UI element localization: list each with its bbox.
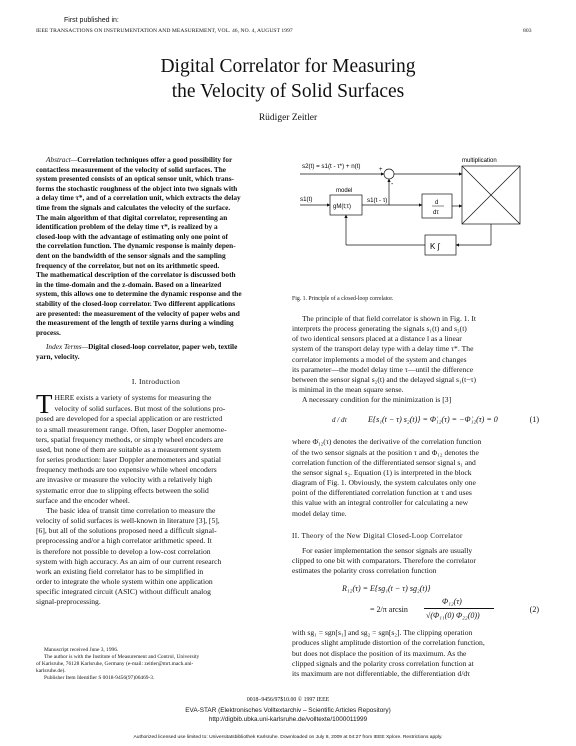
- index-terms-text: yarn, velocity.: [36, 351, 80, 361]
- footnotes: [36, 647, 276, 682]
- derivative-top-label: d: [435, 200, 439, 206]
- multiplication-label: multiplication: [462, 158, 497, 164]
- equation-2-line1: R₁₂(τ) = E{sg₁(t − τ) sg₂(t)}: [342, 584, 431, 594]
- intro-line: work an existing field correlator has to be simplified in: [36, 566, 204, 576]
- right-column: [292, 314, 539, 679]
- equation-1: [292, 407, 539, 435]
- derivative-bottom-label: dτ: [433, 210, 439, 216]
- intro-line: surface and the encoder wheel.: [36, 495, 130, 505]
- footnote-line: Publisher Item Identifier S 0018-9456(97)06469-3.: [44, 675, 155, 681]
- intro-line: velocity of solid surfaces. But most of the solutions pro-: [54, 403, 226, 413]
- equation-1-number: (1): [529, 415, 539, 425]
- intro-line: used, but none of them are suitable as a measurement system: [36, 444, 221, 454]
- body-line: interprets the process generating the signals s₁(t) and s₂(t): [292, 324, 467, 334]
- intro-line: system with high accuracy. As an aim of our current research: [36, 556, 222, 566]
- intro-line: signal-preprocessing.: [36, 597, 101, 607]
- equation-1-body: E{s₁(t − τ) s₂(t)} = Φ̇₁₂(τ) = −Φ̇₁₂(τ) = 0: [368, 415, 498, 425]
- body-line: produces slight amplitude distortion of the correlation function,: [292, 638, 485, 648]
- minus-sign: -: [391, 181, 394, 188]
- abstract-line: dent on the bandwidth of the sensor signals and the sampling: [36, 250, 226, 260]
- equation-2-number: (2): [529, 605, 539, 615]
- body-line: The principle of that field correlator is shown in Fig. 1. It: [302, 314, 476, 323]
- body-line: diagram of Fig. 1. Obviously, the system calculates only one: [292, 478, 476, 488]
- equation-2-numerator: Φ₁₂(τ): [442, 597, 462, 607]
- equation-2: [292, 578, 539, 626]
- abstract-line: The main algorithm of that digital correlator, representing an: [36, 212, 228, 222]
- figure-caption: Fig. 1. Principle of a closed-loop correlator.: [292, 296, 394, 302]
- intro-line: posed are developed for a special application or are restricted: [36, 414, 223, 424]
- intro-line: are invasive or measure the velocity with a relatively high: [36, 475, 213, 485]
- intro-line: for series production: laser Doppler anemometers and spatial: [36, 455, 221, 465]
- body-line: point of the differentiated correlation function at τ and uses: [292, 488, 472, 498]
- body-line: this value with an integral controller for calculating a new: [292, 498, 469, 508]
- paper-title-line2: the Velocity of Solid Surfaces: [171, 81, 405, 102]
- body-line: of two identical sensors placed at a distance l as a linear: [292, 334, 462, 344]
- body-line: the sensor signal s₂. Equation (1) is interpreted in the block: [292, 467, 472, 477]
- abstract-line: the correlation function. The dynamic response is mainly depen-: [36, 241, 236, 251]
- equation-2-prefix: = 2/π arcsin: [370, 605, 408, 615]
- index-terms-label: Index Terms—: [46, 342, 89, 352]
- author: Rüdiger Zeitler: [258, 113, 318, 123]
- body-line: is minimal in the mean square sense.: [292, 385, 404, 395]
- paper-title-line1: Digital Correlator for Measuring: [160, 56, 416, 77]
- body-line: For easier implementation the sensor signals are usually: [302, 545, 473, 555]
- footnote-line: Manuscript received June 3, 1996.: [44, 647, 119, 653]
- equation-1-prefix: d / dτ: [332, 416, 347, 425]
- body-line: model delay time.: [292, 508, 347, 518]
- index-terms-text: Digital closed-loop correlator, paper web, textile: [88, 342, 238, 352]
- intro-line: velocity of solid surfaces is well-known in literature [3], [5],: [36, 516, 220, 526]
- body-line: A necessary condition for the minimization is [3]: [302, 395, 452, 405]
- intro-line: frequency methods are too expensive while wheel encoders: [36, 465, 217, 475]
- abstract-line: frequency of the correlator, but not on its arithmetic speed.: [36, 260, 220, 270]
- abstract-line: The mathematical description of the correlator is discussed both: [36, 270, 236, 280]
- abstract-line: the measurement of the length of textile yarns during a winding: [36, 318, 234, 328]
- abstract-line: time from the signals and calculates the velocity of the surface.: [36, 202, 231, 212]
- body-line: but does not displace the position of its maximum. As the: [292, 648, 467, 658]
- s1-input-label: s1(t): [300, 196, 313, 203]
- abstract-line: process.: [36, 327, 61, 337]
- abstract-line: identification problem of the delay time τ*, is realized by a: [36, 222, 218, 232]
- abstract-line: Correlation techniques offer a good possibility for: [77, 155, 233, 164]
- abstract-line: are presented: the measurement of the velocity of paper webs and: [36, 308, 240, 318]
- model-label: model: [336, 188, 353, 194]
- intro-line: preprocessing and/or a high correlator arithmetic speed. It: [36, 536, 212, 546]
- abstract-line: a delay time τ*, and of a correlation unit, which extracts the delay: [36, 193, 241, 203]
- intro-line: is therefore not possible to develop a low-cost correlation: [36, 546, 211, 556]
- license-notice: Authorized licensed use limited to: Universitatsbibliothek Karlsruhe. Downloaded on July 8, 2009 at 04:27 from IEEE Xplore. Restrictions apply.: [133, 735, 443, 740]
- abstract-line: system, this allows one to determine the dynamic response and the: [36, 289, 242, 299]
- journal-header: IEEE TRANSACTIONS ON INSTRUMENTATION AND MEASUREMENT, VOL. 46, NO. 4, AUGUST 1997: [36, 28, 293, 34]
- abstract-line: stability of the closed-loop correlator. Two different applications: [36, 298, 236, 308]
- body-line: estimates the polarity cross correlation function: [292, 566, 437, 576]
- footnote-line: karlsruhe.de).: [36, 668, 66, 674]
- body-line: clipped to one bit with comparators. Therefore the correlator: [292, 555, 476, 565]
- body-line: correlation function of the differentiated sensor signal s₁ and: [292, 457, 476, 467]
- s2-signal-label: s2(t) = s1(t - τ*) + n(t): [302, 163, 361, 170]
- first-published-label: First published in:: [64, 17, 119, 24]
- drop-cap: T: [36, 389, 53, 420]
- left-column: [36, 155, 276, 607]
- intro-line: [6], but all of the solutions proposed need a difficult signal-: [36, 526, 217, 536]
- s1-delayed-label: s1(t - τ): [367, 197, 388, 204]
- footnote-line: The author is with the Institute of Measurement and Control, University: [44, 654, 200, 660]
- body-line: correlator implements a model of the system and changes: [292, 354, 467, 364]
- abstract-label: Abstract—: [46, 155, 78, 164]
- abstract-line: system presented consists of an optical sensor unit, which trans-: [36, 174, 234, 184]
- intro-line: order to integrate the whole system within one application: [36, 576, 213, 586]
- body-line: of the two sensor signals at the position τ and Φ₁₂ denotes the: [292, 447, 479, 457]
- body-line: with sg₁ = sgn[s₁] and sg₂ = sgn[s₂]. The clipping operation: [292, 628, 473, 638]
- page-number: 803: [523, 28, 532, 34]
- body-line: its maximum are not differentiable, the differentiation d/dτ: [292, 668, 471, 678]
- model-transfer-label: gM(t;τ): [333, 204, 352, 210]
- intro-line: to a small measurement range. Often, laser Doppler anemome-: [36, 424, 227, 434]
- intro-line: ters, spatial frequency methods, or simply wheel encoders are: [36, 434, 224, 444]
- intro-line: HERE exists a variety of systems for measuring the: [54, 393, 212, 403]
- section1-heading: I. Introduction: [131, 377, 181, 387]
- eva-star-title: EVA-STAR (Elektronisches Volltextarchiv – Scientific Articles Repository): [185, 707, 391, 714]
- body-line: where Φ̇₁₂(τ) denotes the derivative of the correlation function: [292, 437, 482, 447]
- eva-star-link[interactable]: http://digbib.ubka.uni-karlsruhe.de/volltexte/1000011999: [208, 716, 368, 723]
- abstract-line: forms the stochastic roughness of the object into two signals with: [36, 183, 238, 193]
- intro-line: specific integrated circuit (ASIC) without difficult analog: [36, 587, 211, 597]
- intro-line: The basic idea of transit time correlation to measure the: [46, 505, 216, 515]
- introduction-text: [36, 389, 276, 607]
- body-line: its parameter—the model delay time τ—until the difference: [292, 364, 474, 374]
- body-line: system of the transport delay type with a delay time τ*. The: [292, 344, 474, 354]
- abstract-line: in the time-domain and the z-domain. Based on a linearized: [36, 279, 222, 289]
- body-line: between the sensor signal s₂(t) and the delayed signal s₁(t−τ): [292, 374, 477, 384]
- abstract: [36, 155, 276, 361]
- copyright: 0018–9456/97$10.00 © 1997 IEEE: [246, 697, 330, 703]
- footnote-line: of Karlsruhe, 76128 Karlsruhe, Germany (e-mail: zeitler@mrt.mach.uni-: [36, 661, 194, 667]
- section2-heading: II. Theory of the New Digital Closed-Loop Correlator: [292, 531, 463, 540]
- intro-line: systematic error due to slipping effects between the solid: [36, 485, 209, 495]
- equation-2-denominator: √(Φ₁₁(0) Φ₂₂(0)): [426, 611, 480, 621]
- abstract-line: contactless measurement of the velocity of solid surfaces. The: [36, 164, 227, 174]
- abstract-line: closed-loop with the advantage of estimating only one point of: [36, 231, 228, 241]
- figure-1-block-diagram: [292, 150, 538, 295]
- plus-sign: +: [379, 167, 383, 173]
- integrator-label: K ∫: [430, 242, 440, 251]
- body-line: clipped signals and the polarity cross correlation function at: [292, 658, 474, 668]
